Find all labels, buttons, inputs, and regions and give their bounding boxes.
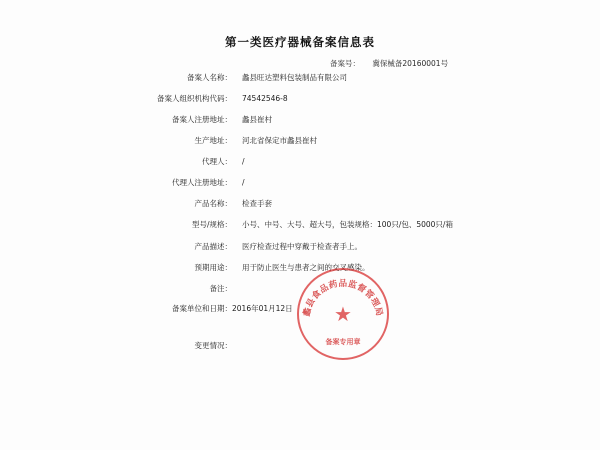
field-value: 74542546-8 bbox=[242, 94, 288, 103]
field-row bbox=[120, 283, 520, 294]
field-label: 产品描述： bbox=[194, 241, 232, 251]
field-label: 备案人名称： bbox=[187, 73, 232, 82]
field-value: 蠡县崔村 bbox=[242, 115, 272, 124]
field-label: 代理人： bbox=[202, 157, 232, 166]
field-label: 备案人注册地址： bbox=[172, 115, 232, 124]
field-label: 备案人组织机构代码： bbox=[157, 94, 232, 103]
star-icon: ★ bbox=[334, 302, 352, 326]
field-row bbox=[120, 198, 520, 209]
record-number bbox=[330, 58, 580, 69]
field-row bbox=[120, 93, 520, 104]
record-unit-date-label: 备案单位和日期： bbox=[172, 304, 232, 313]
field-row bbox=[120, 72, 520, 83]
field-label: 预期用途： bbox=[194, 262, 232, 272]
field-row bbox=[120, 262, 520, 273]
field-value: 河北省保定市蠡县崔村 bbox=[242, 136, 317, 145]
field-row bbox=[120, 156, 520, 167]
page-title: 第一类医疗器械备案信息表 bbox=[225, 35, 375, 49]
field-value: 检查手套 bbox=[242, 199, 272, 208]
field-value: / bbox=[242, 157, 245, 166]
field-value: 医疗检查过程中穿戴于检查者手上。 bbox=[242, 241, 362, 251]
seal-top-text: 蠡县食品药品监督管理局 bbox=[302, 279, 384, 318]
field-row bbox=[120, 114, 520, 125]
form-fields bbox=[120, 72, 520, 304]
field-value: 用于防止医生与患者之间的交叉感染。 bbox=[242, 262, 370, 272]
field-value: / bbox=[242, 178, 245, 187]
record-number-label: 备案号： bbox=[330, 59, 360, 68]
field-label: 生产地址： bbox=[194, 136, 232, 145]
field-label: 备注： bbox=[209, 283, 232, 293]
field-label: 代理人注册地址： bbox=[172, 178, 232, 187]
field-row bbox=[120, 219, 520, 231]
field-value: 蠡县旺达塑料包装制品有限公司 bbox=[242, 73, 347, 82]
change-info-row bbox=[120, 340, 520, 359]
field-value: 小号、中号、大号、超大号，包装规格：100只/包、5000只/箱 bbox=[242, 220, 453, 229]
field-row bbox=[120, 241, 520, 252]
field-row bbox=[120, 177, 520, 188]
field-label: 型号/规格： bbox=[191, 220, 232, 229]
change-info-label: 变更情况： bbox=[194, 341, 232, 350]
seal-bottom-text: 备案专用章 bbox=[325, 338, 361, 346]
field-row bbox=[120, 135, 520, 146]
record-date-value: 2016年01月12日 bbox=[232, 304, 293, 313]
field-label: 产品名称： bbox=[194, 199, 232, 208]
record-number-value: 冀保械备20160001号 bbox=[372, 59, 449, 68]
